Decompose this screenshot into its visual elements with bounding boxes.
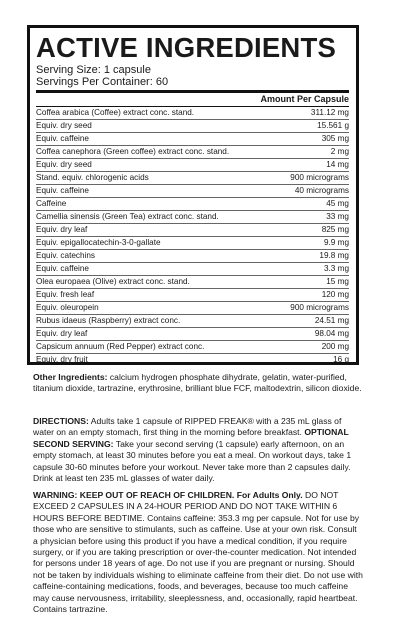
ingredient-row — [36, 237, 349, 250]
ingredient-amount: 305 mg — [321, 134, 349, 143]
ingredient-name: Equiv. caffeine — [36, 134, 89, 143]
other-ingredients-text: calcium hydrogen phosphate dihydrate, gelatin, water-purified, titanium dioxide, tartrazine, erythrosine, brilliant blue FCF, maltodextrin, silicon dioxide. — [33, 372, 362, 394]
ingredient-name: Equiv. catechins — [36, 251, 96, 260]
ingredient-amount: 14 mg — [326, 160, 349, 169]
ingredient-amount: 24.51 mg — [314, 316, 349, 325]
ingredient-amount: 900 micrograms — [290, 173, 349, 182]
optional-second-serving-text: Take your second serving (1 capsule) early afternoon, on an empty stomach, at least 30 minutes before you eat a meal. On workout days, take 1 capsule 30-60 minutes before your workout. Never take more than 2 capsules daily. Drink at least ten 235 mL glasses of water daily. — [33, 438, 352, 484]
ingredient-name: Equiv. caffeine — [36, 186, 89, 195]
ingredient-row — [36, 263, 349, 276]
ingredient-amount: 200 mg — [321, 342, 349, 351]
ingredient-amount: 900 micrograms — [290, 303, 349, 312]
ingredient-row — [36, 328, 349, 341]
warning — [33, 490, 363, 615]
ingredient-name: Coffea canephora (Green coffee) extract conc. stand. — [36, 147, 230, 156]
warning-label: WARNING: KEEP OUT OF REACH OF CHILDREN. For Adults Only. — [33, 490, 303, 500]
directions-text: Adults take 1 capsule of RIPPED FREAK® with a 235 mL glass of water on an empty stomach, first thing in the morning before breakfast. — [33, 416, 342, 438]
ingredient-amount: 40 micrograms — [294, 186, 349, 195]
servings-per-container: Servings Per Container: 60 — [36, 76, 169, 88]
ingredient-name: Olea europaea (Olive) extract conc. stand. — [36, 277, 190, 286]
ingredient-table — [36, 107, 349, 366]
ingredient-row — [36, 198, 349, 211]
ingredient-row — [36, 315, 349, 328]
ingredient-amount: 16 g — [333, 355, 349, 364]
ingredient-row — [36, 146, 349, 159]
ingredient-name: Equiv. dry leaf — [36, 225, 88, 234]
ingredient-amount: 98.04 mg — [314, 329, 349, 338]
ingredient-name: Capsicum annuum (Red Pepper) extract conc. — [36, 342, 205, 351]
ingredient-amount: 33 mg — [326, 212, 349, 221]
active-ingredients-panel — [27, 25, 359, 365]
ingredient-name: Equiv. dry seed — [36, 160, 92, 169]
optional-second-serving-label: OPTIONAL SECOND SERVING: — [33, 427, 349, 449]
ingredient-name: Equiv. epigallocatechin-3-0-gallate — [36, 238, 161, 247]
ingredient-row — [36, 276, 349, 289]
ingredient-amount: 120 mg — [321, 290, 349, 299]
ingredient-name: Caffeine — [36, 199, 67, 208]
ingredient-name: Stand. equiv. chlorogenic acids — [36, 173, 149, 182]
ingredient-amount: 15.561 g — [317, 121, 349, 130]
ingredient-amount: 825 mg — [321, 225, 349, 234]
ingredient-row — [36, 120, 349, 133]
panel-title: ACTIVE INGREDIENTS — [36, 32, 337, 63]
serving-size: Serving Size: 1 capsule — [36, 64, 151, 76]
ingredient-name: Coffea arabica (Coffee) extract conc. stand. — [36, 108, 195, 117]
ingredient-name: Equiv. dry leaf — [36, 329, 88, 338]
other-ingredients — [33, 372, 363, 395]
ingredient-name: Equiv. fresh leaf — [36, 290, 95, 299]
ingredient-row — [36, 224, 349, 237]
ingredient-amount: 2 mg — [330, 147, 349, 156]
directions — [33, 416, 363, 484]
ingredient-name: Equiv. dry seed — [36, 121, 92, 130]
ingredient-row — [36, 354, 349, 366]
ingredient-row — [36, 133, 349, 146]
ingredient-row — [36, 211, 349, 224]
ingredient-row — [36, 159, 349, 172]
ingredient-name: Rubus idaeus (Raspberry) extract conc. — [36, 316, 181, 325]
ingredient-row — [36, 107, 349, 120]
ingredient-row — [36, 185, 349, 198]
ingredient-amount: 3.3 mg — [323, 264, 349, 273]
ingredient-amount: 311.12 mg — [310, 108, 349, 117]
ingredient-row — [36, 172, 349, 185]
ingredient-name: Equiv. caffeine — [36, 264, 89, 273]
other-ingredients-label: Other Ingredients: — [33, 372, 108, 382]
ingredient-row — [36, 341, 349, 354]
ingredient-row — [36, 250, 349, 263]
warning-text: DO NOT EXCEED 2 CAPSULES IN A 24-HOUR PERIOD AND DO NOT TAKE WITHIN 6 HOURS BEFORE BEDTIME. Contains caffeine: 353.3 mg per capsule. Not for use by those who are sensitive to stimulants, such as caffeine. Use at your own risk. Consult a physician before using this product if you have a medical condition, if you require surgery, or if you are taking prescription or over-the-counter medication. Not intended for persons under 18 years of age. Do not use if you are pregnant or nursing. Should not be taken by individuals wishing to eliminate caffeine from their diet. Do not use with caffeine-containing medications, foods, and beverages, because too much caffeine may cause nervousness, irritability, sleeplessness, and, occasionally, rapid heartbeat. Contains tartrazine. — [33, 490, 363, 615]
ingredient-amount: 19.8 mg — [319, 251, 349, 260]
ingredient-name: Camellia sinensis (Green Tea) extract conc. stand. — [36, 212, 219, 221]
serving-info — [36, 64, 349, 88]
ingredient-row — [36, 302, 349, 315]
ingredient-row — [36, 289, 349, 302]
directions-label: DIRECTIONS: — [33, 416, 89, 426]
ingredient-name: Equiv. oleuropein — [36, 303, 99, 312]
ingredient-name: Equiv. dry fruit — [36, 355, 88, 364]
ingredient-amount: 15 mg — [326, 277, 349, 286]
ingredient-amount: 45 mg — [326, 199, 349, 208]
ingredient-amount: 9.9 mg — [323, 238, 349, 247]
amount-per-capsule-header: Amount Per Capsule — [36, 93, 349, 107]
